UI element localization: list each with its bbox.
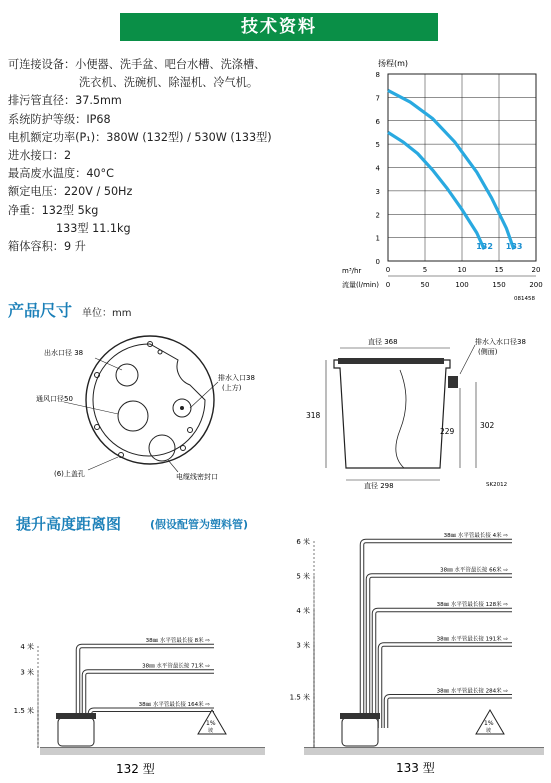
- y-tick-label: 5: [375, 141, 380, 150]
- spec-weight-132: 净重：132型 5kg: [8, 203, 99, 217]
- label-h318: 318: [306, 411, 321, 420]
- dimensions-unit: 单位：mm: [82, 308, 132, 319]
- label-top-dia: 直径 368: [368, 338, 398, 346]
- pipe-inner-0: [78, 646, 214, 728]
- spec-protection: 系统防护等级：IP68: [8, 112, 111, 126]
- svg-text:1%: 1%: [484, 720, 494, 727]
- pipe-inner-1: [368, 576, 512, 729]
- slope-sign-132: [198, 710, 226, 734]
- slope-sign-133: [476, 710, 504, 734]
- spec-devices-cont: 洗衣机、洗碗机、除湿机、冷气机。: [79, 76, 259, 90]
- model-label-132: 132 型: [116, 762, 155, 776]
- label-outlet: 出水口径 38: [44, 349, 84, 357]
- lid-inner-contour: [93, 344, 205, 456]
- spec-list: [8, 56, 328, 256]
- cable-seal: [149, 435, 175, 461]
- spec-power: 电机额定功率(P₁)：380W (132型) / 530W (133型): [8, 130, 272, 144]
- x-tick-label-m3: 5: [422, 266, 428, 274]
- spec-inlets: 进水接口：2: [8, 148, 72, 162]
- series-label-132: 132: [476, 242, 493, 251]
- y-tick-label: 0: [375, 258, 380, 266]
- svg-text:1%: 1%: [206, 720, 216, 727]
- drawing-code: SK2012: [486, 482, 508, 488]
- y-tick-label: 1: [375, 234, 380, 243]
- spec-devices: 可连接设备：小便器、洗手盆、吧台水槽、洗涤槽、: [8, 58, 266, 71]
- inlet-center: [180, 406, 184, 410]
- chart-xlabel-lmin: 流量(l/min): [342, 281, 379, 289]
- pipe-1: [368, 576, 512, 729]
- page-title: 技术资料: [120, 13, 438, 41]
- level-label: 1.5 米: [13, 706, 34, 715]
- spec-temp: 最高废水温度：40°C: [8, 167, 114, 181]
- y-tick-label: 4: [375, 164, 380, 173]
- side-inlet: [448, 376, 458, 388]
- pipe-label: 38㎜ 水平管最长接 128米 ⇨: [436, 602, 508, 608]
- level-label: 6 米: [296, 538, 310, 546]
- pipe-label: 38㎜ 水平管最长接 66米 ⇨: [440, 567, 508, 574]
- series-line-133: [388, 90, 514, 249]
- pipe-2: [90, 710, 214, 728]
- lid-outline: [86, 336, 214, 464]
- pump-132-lid: [56, 713, 96, 719]
- level-label: 3 米: [20, 668, 34, 677]
- top-view-drawing: [0, 330, 290, 490]
- level-label: 5 米: [296, 572, 310, 581]
- ground-hatch: [304, 748, 544, 755]
- x-tick-label-lmin: 0: [385, 281, 391, 289]
- label-inlet-side-sub: (侧面): [478, 348, 498, 356]
- label-h229: 229: [440, 427, 455, 436]
- chart-code: 081458: [514, 296, 535, 302]
- x-tick-label-lmin: 100: [455, 281, 469, 289]
- x-tick-label-m3: 15: [494, 266, 504, 274]
- x-tick-label-m3: 0: [385, 266, 391, 274]
- pump-133: [342, 718, 378, 746]
- lift-133-pipes: [290, 531, 512, 748]
- level-label: 1.5 米: [289, 693, 310, 702]
- outlet-hole: [116, 364, 138, 386]
- lift-subtitle: (假设配管为塑料管): [150, 518, 249, 531]
- lift-132-pipes: [14, 636, 214, 748]
- pump-132: [58, 718, 94, 746]
- tank-cutaway: [396, 370, 406, 468]
- side-view-drawing: [300, 330, 551, 495]
- tank-body: [334, 360, 450, 468]
- x-tick-label-lmin: 50: [420, 281, 430, 289]
- x-tick-label-lmin: 200: [529, 281, 543, 289]
- level-label: 4 米: [296, 607, 310, 615]
- pipe-1: [84, 672, 214, 729]
- x-tick-label-m3: 10: [457, 266, 467, 274]
- pipe-2: [374, 610, 512, 728]
- svg-text:坡: 坡: [486, 728, 492, 734]
- svg-text:坡: 坡: [208, 728, 214, 734]
- spec-drain: 排污管直径：37.5mm: [8, 94, 122, 108]
- tank-lid: [338, 358, 444, 364]
- label-inlet-top: 排水入口38: [218, 374, 255, 382]
- chart-curves: [388, 90, 523, 251]
- level-label: 3 米: [296, 641, 310, 650]
- pipe-label: 38㎜ 水平管最长接 284米 ⇨: [436, 688, 508, 695]
- spec-volume: 箱体容积：9 升: [8, 239, 86, 253]
- y-tick-label: 3: [375, 187, 380, 196]
- chart-ylabel: 扬程(m): [378, 59, 409, 68]
- chart-x-ticks-lmin: [386, 281, 543, 289]
- pipe-label: 38㎜ 水平管最长接 8米 ⇨: [145, 638, 210, 644]
- chart-x-ticks-m3: [386, 266, 541, 274]
- pipe-label: 38㎜ 水平管最长接 191米 ⇨: [436, 636, 508, 643]
- series-label-133: 133: [505, 242, 523, 251]
- level-label: 4 米: [20, 643, 34, 651]
- pipe-inner-1: [84, 672, 214, 729]
- y-tick-label: 2: [375, 211, 380, 220]
- performance-chart: [336, 54, 548, 304]
- x-tick-label-lmin: 150: [492, 281, 506, 289]
- lift-diagram-133: [276, 508, 551, 783]
- spec-weight-133: 133型 11.1kg: [56, 221, 131, 235]
- label-vent: 通风口径50: [36, 395, 73, 403]
- ground-hatch: [40, 748, 265, 755]
- label-inlet-side: 排水入水口径38: [475, 338, 526, 346]
- label-cable: 电缆线密封口: [176, 473, 218, 481]
- pipe-inner-2: [374, 610, 512, 728]
- pipe-inner-2: [90, 710, 214, 728]
- pipe-label: 38㎜ 水平管最长接 4米 ⇨: [443, 533, 508, 539]
- label-bottom-dia: 直径 298: [364, 482, 394, 490]
- dimensions-title: 产品尺寸: [8, 301, 73, 320]
- chart-y-ticks: [376, 71, 381, 266]
- vent-hole: [118, 401, 148, 431]
- pipe-0: [78, 646, 214, 728]
- label-holes: (6)上盖孔: [54, 470, 85, 478]
- pipe-label: 38㎜ 水平管最长接 164米 ⇨: [138, 701, 210, 708]
- pipe-label: 38㎜ 水平管最长接 71米 ⇨: [142, 663, 210, 670]
- label-h302: 302: [480, 421, 495, 430]
- pump-133-lid: [340, 713, 380, 719]
- spec-voltage: 额定电压：220V / 50Hz: [8, 185, 133, 199]
- lift-diagram-132: [0, 535, 275, 783]
- y-tick-label: 7: [375, 94, 380, 103]
- x-tick-label-m3: 20: [531, 266, 541, 274]
- y-tick-label: 6: [375, 117, 380, 126]
- lift-title: 提升高度距离图: [16, 515, 122, 533]
- label-inlet-top-sub: (上方): [222, 384, 242, 392]
- y-tick-label: 8: [375, 71, 380, 79]
- chart-xlabel-m3: m³/hr: [342, 267, 362, 275]
- model-label-133: 133 型: [396, 761, 435, 775]
